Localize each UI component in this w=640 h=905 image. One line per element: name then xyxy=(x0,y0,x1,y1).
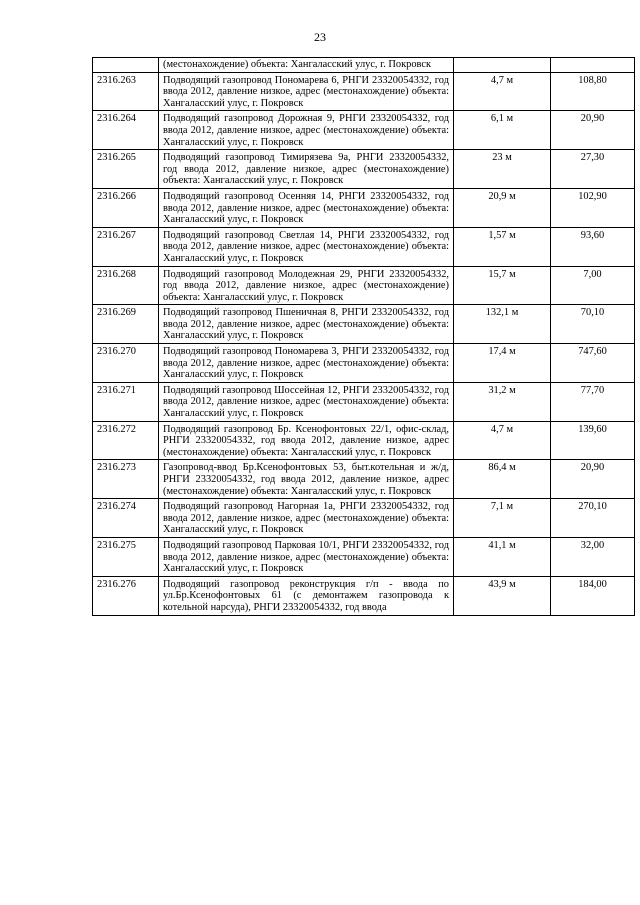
row-value-cell: 7,00 xyxy=(551,266,635,305)
row-length-cell: 1,57 м xyxy=(454,227,551,266)
row-description-cell: Подводящий газопровод Парковая 10/1, РНГИ 23320054332, год ввода 2012, давление низкое, адрес (местонахождение) объекта: Хангаласский улус, г. Покровск xyxy=(159,537,454,576)
row-description-cell: Подводящий газопровод Тимирязева 9а, РНГИ 23320054332, год ввода 2012, давление низкое, адрес (местонахождение) объекта: Хангаласский улус, г. Покровск xyxy=(159,150,454,189)
table-row xyxy=(93,576,635,615)
row-length-cell xyxy=(454,58,551,73)
table-row xyxy=(93,266,635,305)
table-row xyxy=(93,227,635,266)
row-length-cell: 132,1 м xyxy=(454,305,551,344)
row-value-cell: 20,90 xyxy=(551,460,635,499)
row-number-cell: 2316.274 xyxy=(93,499,159,538)
row-length-cell: 6,1 м xyxy=(454,111,551,150)
row-description-cell: Подводящий газопровод Пономарева 3, РНГИ 23320054332, год ввода 2012, давление низкое, адрес (местонахождение) объекта: Хангаласский улус, г. Покровск xyxy=(159,344,454,383)
table-row xyxy=(93,421,635,460)
page-number: 23 xyxy=(314,30,326,44)
row-value-cell: 32,00 xyxy=(551,537,635,576)
row-number-cell: 2316.276 xyxy=(93,576,159,615)
table-row xyxy=(93,499,635,538)
table-row xyxy=(93,537,635,576)
table-row xyxy=(93,111,635,150)
table-row xyxy=(93,188,635,227)
row-number-cell: 2316.265 xyxy=(93,150,159,189)
table-row xyxy=(93,305,635,344)
row-length-cell: 15,7 м xyxy=(454,266,551,305)
row-description-cell: Подводящий газопровод Шоссейная 12, РНГИ 23320054332, год ввода 2012, давление низкое, адрес (местонахождение) объекта: Хангаласский улус, г. Покровск xyxy=(159,382,454,421)
row-value-cell: 108,80 xyxy=(551,72,635,111)
row-description-cell: Подводящий газопровод Дорожная 9, РНГИ 23320054332, год ввода 2012, давление низкое, адрес (местонахождение) объекта: Хангаласский улус, г. Покровск xyxy=(159,111,454,150)
row-value-cell: 77,70 xyxy=(551,382,635,421)
row-value-cell: 70,10 xyxy=(551,305,635,344)
row-number-cell xyxy=(93,58,159,73)
row-number-cell: 2316.263 xyxy=(93,72,159,111)
row-value-cell: 184,00 xyxy=(551,576,635,615)
row-length-cell: 20,9 м xyxy=(454,188,551,227)
row-number-cell: 2316.269 xyxy=(93,305,159,344)
row-value-cell: 747,60 xyxy=(551,344,635,383)
row-value-cell xyxy=(551,58,635,73)
row-number-cell: 2316.264 xyxy=(93,111,159,150)
row-description-cell: Подводящий газопровод реконструкция г/п - ввода по ул.Бр.Ксенофонтовых 61 (с демонтажем газопровода к котельной нарсуда), РНГИ 23320054332, год ввода xyxy=(159,576,454,615)
row-description-cell: Подводящий газопровод Пономарева 6, РНГИ 23320054332, год ввода 2012, давление низкое, адрес (местонахождение) объекта: Хангаласский улус, г. Покровск xyxy=(159,72,454,111)
row-length-cell: 4,7 м xyxy=(454,421,551,460)
row-length-cell: 31,2 м xyxy=(454,382,551,421)
table-row xyxy=(93,382,635,421)
table-row xyxy=(93,460,635,499)
row-description-cell: (местонахождение) объекта: Хангаласский улус, г. Покровск xyxy=(159,58,454,73)
row-description-cell: Подводящий газопровод Нагорная 1а, РНГИ 23320054332, год ввода 2012, давление низкое, адрес (местонахождение) объекта: Хангаласский улус, г. Покровск xyxy=(159,499,454,538)
row-value-cell: 93,60 xyxy=(551,227,635,266)
row-value-cell: 102,90 xyxy=(551,188,635,227)
row-number-cell: 2316.267 xyxy=(93,227,159,266)
row-length-cell: 7,1 м xyxy=(454,499,551,538)
row-number-cell: 2316.268 xyxy=(93,266,159,305)
row-length-cell: 17,4 м xyxy=(454,344,551,383)
row-number-cell: 2316.270 xyxy=(93,344,159,383)
row-number-cell: 2316.266 xyxy=(93,188,159,227)
row-value-cell: 20,90 xyxy=(551,111,635,150)
row-number-cell: 2316.271 xyxy=(93,382,159,421)
table-row xyxy=(93,150,635,189)
row-length-cell: 4,7 м xyxy=(454,72,551,111)
row-number-cell: 2316.272 xyxy=(93,421,159,460)
row-number-cell: 2316.273 xyxy=(93,460,159,499)
row-length-cell: 43,9 м xyxy=(454,576,551,615)
row-description-cell: Подводящий газопровод Пшеничная 8, РНГИ 23320054332, год ввода 2012, давление низкое, адрес (местонахождение) объекта: Хангаласский улус, г. Покровск xyxy=(159,305,454,344)
row-description-cell: Подводящий газопровод Молодежная 29, РНГИ 23320054332, год ввода 2012, давление низкое, адрес (местонахождение) объекта: Хангаласский улус, г. Покровск xyxy=(159,266,454,305)
table-row-continuation xyxy=(93,58,635,73)
row-value-cell: 27,30 xyxy=(551,150,635,189)
row-number-cell: 2316.275 xyxy=(93,537,159,576)
row-length-cell: 41,1 м xyxy=(454,537,551,576)
row-value-cell: 270,10 xyxy=(551,499,635,538)
registry-table xyxy=(92,57,635,616)
row-description-cell: Подводящий газопровод Светлая 14, РНГИ 23320054332, год ввода 2012, давление низкое, адрес (местонахождение) объекта: Хангаласский улус, г. Покровск xyxy=(159,227,454,266)
row-length-cell: 23 м xyxy=(454,150,551,189)
row-length-cell: 86,4 м xyxy=(454,460,551,499)
row-description-cell: Подводящий газопровод Осенняя 14, РНГИ 23320054332, год ввода 2012, давление низкое, адрес (местонахождение) объекта: Хангаласский улус, г. Покровск xyxy=(159,188,454,227)
row-description-cell: Подводящий газопровод Бр. Ксенофонтовых 22/1, офис-склад, РНГИ 23320054332, год ввода 2012, давление низкое, адрес (местонахождение) объекта: Хангаласский улус, г. Покровск xyxy=(159,421,454,460)
table-row xyxy=(93,344,635,383)
row-value-cell: 139,60 xyxy=(551,421,635,460)
table-row xyxy=(93,72,635,111)
row-description-cell: Газопровод-ввод Бр.Ксенофонтовых 53, быт.котельная и ж/д, РНГИ 23320054332, год ввода 2012, давление низкое, адрес (местонахождение) объекта: Хангаласский улус, г. Покровск xyxy=(159,460,454,499)
